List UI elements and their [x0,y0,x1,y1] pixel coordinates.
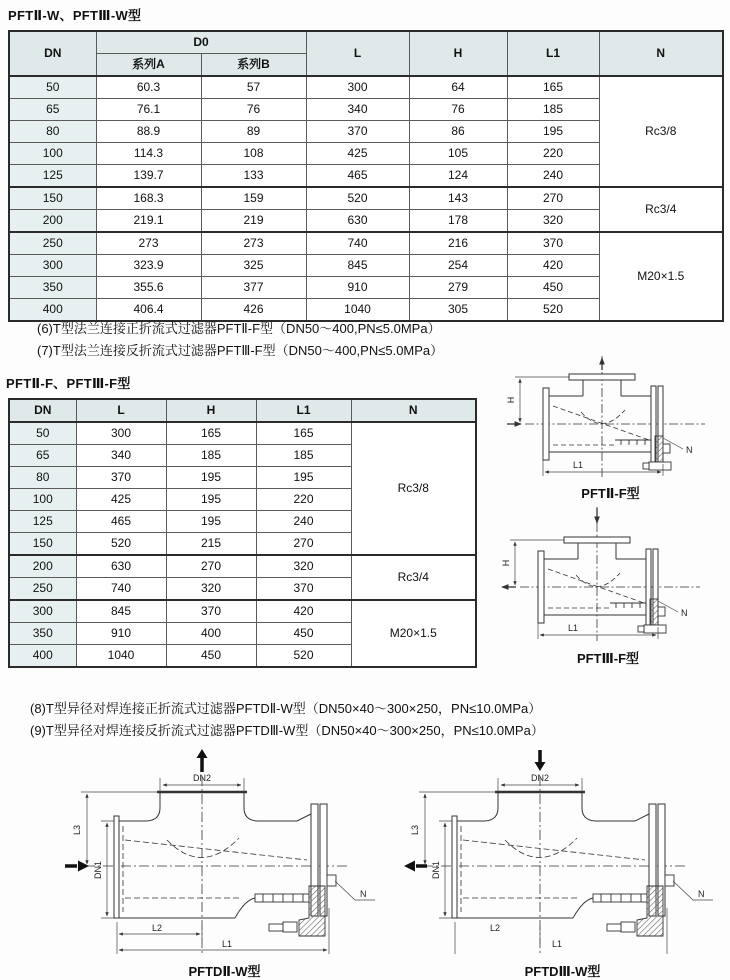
value-cell: 273 [201,232,306,255]
value-cell: 185 [256,445,351,467]
dn-cell: 80 [9,467,76,489]
col-header-l: L [306,31,409,76]
value-cell: 185 [166,445,256,467]
value-cell: 910 [306,277,409,299]
dn-cell: 100 [9,143,96,165]
section-title-f-type: PFTⅡ-F、PFTⅢ-F型 [6,376,131,391]
diagram-pft3f [498,503,718,667]
col-header-d0: D0 [96,31,306,54]
dim-label-n: N [698,889,705,899]
note-6: (6)T型法兰连接正折流式过滤器PFTⅡ-F型（DN50～400,PN≤5.0MPa） [37,321,441,336]
value-cell: 89 [201,121,306,143]
value-cell: 406.4 [96,299,201,322]
n-group-cell: M20×1.5 [599,232,723,321]
dim-label-l2: L2 [151,923,163,933]
value-cell: 320 [256,555,351,578]
value-cell: 220 [256,489,351,511]
value-cell: 240 [256,511,351,533]
n-group-cell: Rc3/8 [599,76,723,187]
diagram-caption-pft2f: PFTⅡ-F型 [581,486,640,501]
value-cell: 630 [306,210,409,233]
dn-cell: 125 [9,511,76,533]
value-cell: 216 [409,232,507,255]
value-cell: 195 [166,511,256,533]
value-cell: 370 [256,578,351,601]
value-cell: 279 [409,277,507,299]
col-header-h: H [166,399,256,422]
value-cell: 370 [306,121,409,143]
dim-label-h: H [506,396,516,404]
col-header-h: H [409,31,507,76]
dim-label-dn1: DN1 [431,860,441,880]
value-cell: 370 [507,232,599,255]
n-group-cell: Rc3/8 [351,422,476,555]
value-cell: 520 [76,533,166,556]
dim-label-dn2: DN2 [530,773,550,783]
internal-screen-dashed [553,406,649,445]
value-cell: 630 [76,555,166,578]
dim-label-dn2: DN2 [192,773,212,783]
value-cell: 220 [507,143,599,165]
dn-cell: 400 [9,645,76,668]
value-cell: 195 [256,467,351,489]
value-cell: 340 [76,445,166,467]
dn-cell: 50 [9,422,76,445]
value-cell: 325 [201,255,306,277]
dn-cell: 125 [9,165,96,188]
value-cell: 420 [256,600,351,623]
dn-cell: 200 [9,555,76,578]
value-cell: 165 [166,422,256,445]
dim-label-l1: L1 [551,939,563,949]
value-cell: 57 [201,76,306,99]
value-cell: 124 [409,165,507,188]
section-title-w-type: PFTⅡ-W、PFTⅢ-W型 [8,8,142,23]
col-header-dn: DN [9,31,96,76]
value-cell: 168.3 [96,187,201,210]
header-row [9,399,476,422]
spec-row-dn-50 [9,76,723,99]
dim-label-l2: L2 [489,923,501,933]
dim-label-n: N [360,889,367,899]
dn-cell: 250 [9,578,76,601]
value-cell: 740 [306,232,409,255]
value-cell: 450 [256,623,351,645]
value-cell: 270 [507,187,599,210]
value-cell: 845 [306,255,409,277]
value-cell: 450 [507,277,599,299]
pftd2w-drawing [57,748,392,958]
value-cell: 340 [306,99,409,121]
value-cell: 60.3 [96,76,201,99]
value-cell: 178 [409,210,507,233]
dim-label-l1: L1 [221,939,233,949]
value-cell: 215 [166,533,256,556]
value-cell: 86 [409,121,507,143]
value-cell: 355.6 [96,277,201,299]
dim-label-n: N [686,445,693,455]
flow-arrows [65,749,208,872]
diagram-caption-pft3f: PFTⅢ-F型 [576,651,640,666]
value-cell: 270 [166,555,256,578]
value-cell: 300 [76,422,166,445]
value-cell: 143 [409,187,507,210]
diagram-pftd2w [57,748,392,980]
filter-body-outline [543,374,663,462]
pftd3w-drawing [395,748,730,958]
value-cell: 910 [76,623,166,645]
n-group-cell: M20×1.5 [351,600,476,667]
value-cell: 520 [256,645,351,668]
dim-label-l3: L3 [410,824,420,836]
value-cell: 370 [76,467,166,489]
diagram-pftd3w [395,748,730,980]
diagram-caption-pftd3w: PFTDⅢ-W型 [524,964,601,979]
value-cell: 76 [201,99,306,121]
value-cell: 270 [256,533,351,556]
n-group-cell: Rc3/4 [599,187,723,232]
pft2f-drawing [503,352,718,480]
value-cell: 300 [306,76,409,99]
dn-cell: 400 [9,299,96,322]
header-row-1 [9,31,723,54]
dim-label-n: N [681,608,688,618]
value-cell: 323.9 [96,255,201,277]
value-cell: 740 [76,578,166,601]
value-cell: 305 [409,299,507,322]
value-cell: 320 [507,210,599,233]
value-cell: 133 [201,165,306,188]
value-cell: 114.3 [96,143,201,165]
dn-cell: 50 [9,76,96,99]
value-cell: 195 [166,467,256,489]
dim-label-h: H [501,559,511,567]
value-cell: 465 [76,511,166,533]
value-cell: 64 [409,76,507,99]
dn-cell: 250 [9,232,96,255]
note-7: (7)T型法兰连接反折流式过滤器PFTⅢ-F型（DN50～400,PN≤5.0MPa） [37,343,444,358]
value-cell: 400 [166,623,256,645]
value-cell: 450 [166,645,256,668]
dn-cell: 65 [9,99,96,121]
note-8: (8)T型异径对焊连接正折流式过滤器PFTDⅡ-W型（DN50×40～300×250，PN≤10.0MPa） [30,701,542,716]
dn-cell: 150 [9,187,96,210]
spec-row-dn-250 [9,232,723,255]
pft3f-drawing [498,503,718,645]
value-cell: 1040 [76,645,166,668]
col-header-l1: L1 [256,399,351,422]
value-cell: 320 [166,578,256,601]
dn-cell: 300 [9,255,96,277]
value-cell: 465 [306,165,409,188]
value-cell: 88.9 [96,121,201,143]
col-header-l: L [76,399,166,422]
value-cell: 76 [409,99,507,121]
dim-label-l1: L1 [567,623,579,633]
diagram-pft2f [503,352,718,502]
value-cell: 254 [409,255,507,277]
dim-label-l1: L1 [572,460,584,470]
value-cell: 377 [201,277,306,299]
value-cell: 420 [507,255,599,277]
value-cell: 76.1 [96,99,201,121]
col-header-series-b: 系列B [201,54,306,77]
dn-cell: 150 [9,533,76,556]
value-cell: 426 [201,299,306,322]
value-cell: 139.7 [96,165,201,188]
f-type-spec-table [8,398,477,668]
value-cell: 185 [507,99,599,121]
value-cell: 1040 [306,299,409,322]
dn-cell: 350 [9,277,96,299]
value-cell: 219.1 [96,210,201,233]
value-cell: 165 [507,76,599,99]
dn-cell: 100 [9,489,76,511]
dn-cell: 200 [9,210,96,233]
col-header-series-a: 系列A [96,54,201,77]
col-header-dn: DN [9,399,76,422]
col-header-l1: L1 [507,31,599,76]
note-9: (9)T型异径对焊连接反折流式过滤器PFTDⅢ-W型（DN50×40～300×250，PN≤10.0MPa） [30,723,544,738]
value-cell: 195 [166,489,256,511]
spec-row-dn-200 [9,555,476,578]
diagram-caption-pftd2w: PFTDⅡ-W型 [188,964,261,979]
value-cell: 520 [306,187,409,210]
col-header-n: N [599,31,723,76]
value-cell: 425 [76,489,166,511]
value-cell: 370 [166,600,256,623]
w-type-spec-table [8,30,724,322]
dn-cell: 65 [9,445,76,467]
drain-assembly [615,436,671,470]
dim-label-dn1: DN1 [93,860,103,880]
spec-row-dn-50 [9,422,476,445]
flow-arrows [502,508,597,587]
value-cell: 108 [201,143,306,165]
spec-row-dn-150 [9,187,723,210]
dn-cell: 80 [9,121,96,143]
filter-body-group [501,507,700,641]
value-cell: 845 [76,600,166,623]
flow-arrows [507,358,602,424]
value-cell: 105 [409,143,507,165]
value-cell: 520 [507,299,599,322]
value-cell: 425 [306,143,409,165]
spec-row-dn-300 [9,600,476,623]
value-cell: 219 [201,210,306,233]
col-header-n: N [351,399,476,422]
dimension-labels [506,397,693,470]
dim-label-l3: L3 [72,824,82,836]
n-group-cell: Rc3/4 [351,555,476,600]
value-cell: 159 [201,187,306,210]
value-cell: 240 [507,165,599,188]
value-cell: 165 [256,422,351,445]
dn-cell: 300 [9,600,76,623]
value-cell: 273 [96,232,201,255]
dn-cell: 350 [9,623,76,645]
value-cell: 195 [507,121,599,143]
